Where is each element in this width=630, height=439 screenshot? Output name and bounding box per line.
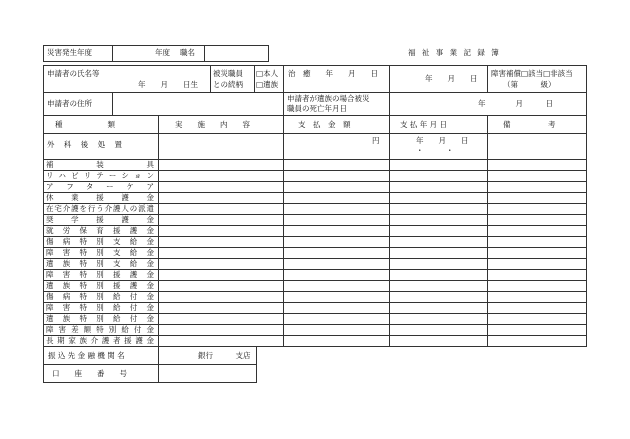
form-title: 福 祉 事 業 記 録 簿: [408, 48, 501, 57]
disaster-year-label: 災害発生年度: [47, 48, 92, 57]
bereaved-checkbox[interactable]: □遺族: [256, 80, 279, 89]
rule: [43, 61, 268, 62]
surgery-label: 外 科 後 処 置: [47, 140, 126, 149]
item-label: 障害特別支給金: [46, 248, 154, 257]
item-label: 傷病特別給付金: [46, 292, 154, 301]
rule: [43, 45, 44, 62]
rule: [43, 45, 268, 46]
col-header-type: 種 類: [55, 120, 115, 129]
item-label: 傷病特別支給金: [46, 237, 154, 246]
item-label: 休業援護金: [46, 193, 154, 202]
yen-unit: 円: [372, 136, 380, 145]
rule: [283, 115, 284, 346]
account-number-label: 口 座 番 号: [52, 369, 127, 378]
death-date-units: 年 月 日: [478, 99, 553, 108]
relation-label-line2: との続柄: [213, 80, 243, 89]
col-header-pay-date: 支 払 年 月 日: [400, 120, 448, 129]
rule: [43, 65, 587, 66]
item-label: リハビリテーション: [46, 171, 154, 180]
rule: [43, 364, 257, 365]
relation-label-line1: 被災職員: [213, 69, 243, 78]
surgery-pay-date-dots: ・ ・: [416, 146, 454, 155]
job-label: 職名: [180, 48, 195, 57]
item-label: 障害特別給付金: [46, 303, 154, 312]
item-label: 奨学援護金: [46, 215, 154, 224]
rule: [204, 45, 205, 62]
item-label: 障害特別援護金: [46, 270, 154, 279]
item-label: 就労保育援護金: [46, 226, 154, 235]
rule: [389, 92, 390, 115]
item-label: 補装具: [46, 160, 154, 169]
item-label: 遺族特別給付金: [46, 314, 154, 323]
item-label: アフターケア: [46, 182, 154, 191]
rule: [389, 65, 390, 92]
col-header-amount: 支 払 金 額: [298, 120, 351, 129]
item-label: 在宅介護を行う介護人の派遣: [46, 204, 154, 213]
rule: [43, 92, 587, 93]
rule: [586, 65, 587, 346]
rule: [283, 65, 284, 92]
bank-name-label: 振 込 先 金 融 機 関 名: [48, 351, 125, 360]
self-checkbox[interactable]: □本人: [256, 69, 279, 78]
death-date-label-line2: 職員の死亡年月日: [287, 104, 347, 113]
rule: [268, 45, 269, 62]
disability-label: 障害補償□該当□非該当: [491, 69, 573, 78]
item-label: 遺族特別援護金: [46, 281, 154, 290]
death-date-label-line1: 申請者が遺族の場合被災: [287, 94, 370, 103]
rule: [283, 92, 284, 115]
rule: [487, 115, 488, 346]
rule: [210, 65, 211, 92]
item-label: 長期家族介護者援護金: [46, 336, 154, 345]
rule: [43, 115, 587, 116]
rule: [43, 346, 587, 347]
rule: [112, 45, 113, 62]
year-unit: 年度: [155, 48, 170, 57]
address-label: 申請者の住所: [47, 99, 92, 108]
rule: [487, 65, 488, 92]
rule: [43, 133, 587, 134]
disability-grade: （第 級）: [503, 80, 556, 89]
birth-date-units: 年 月 日生: [138, 80, 198, 89]
cure-label: 治 癒 年 月 日: [288, 69, 378, 78]
item-label: 遺族特別支給金: [46, 259, 154, 268]
rule: [389, 115, 390, 346]
rule: [254, 65, 255, 92]
rule: [112, 92, 113, 115]
applicant-name-label: 申請者の氏名等: [47, 69, 100, 78]
bank-branch-units: 銀行 支店: [198, 351, 251, 360]
surgery-pay-date-units: 年 月 日: [416, 136, 469, 145]
cure-date-units: 年 月 日: [425, 74, 478, 83]
item-label: 障害差額特別給付金: [46, 325, 154, 334]
rule: [158, 115, 159, 346]
col-header-implementation: 実 施 内 容: [175, 120, 250, 129]
rule: [43, 382, 257, 383]
col-header-remarks: 備 考: [503, 120, 556, 129]
